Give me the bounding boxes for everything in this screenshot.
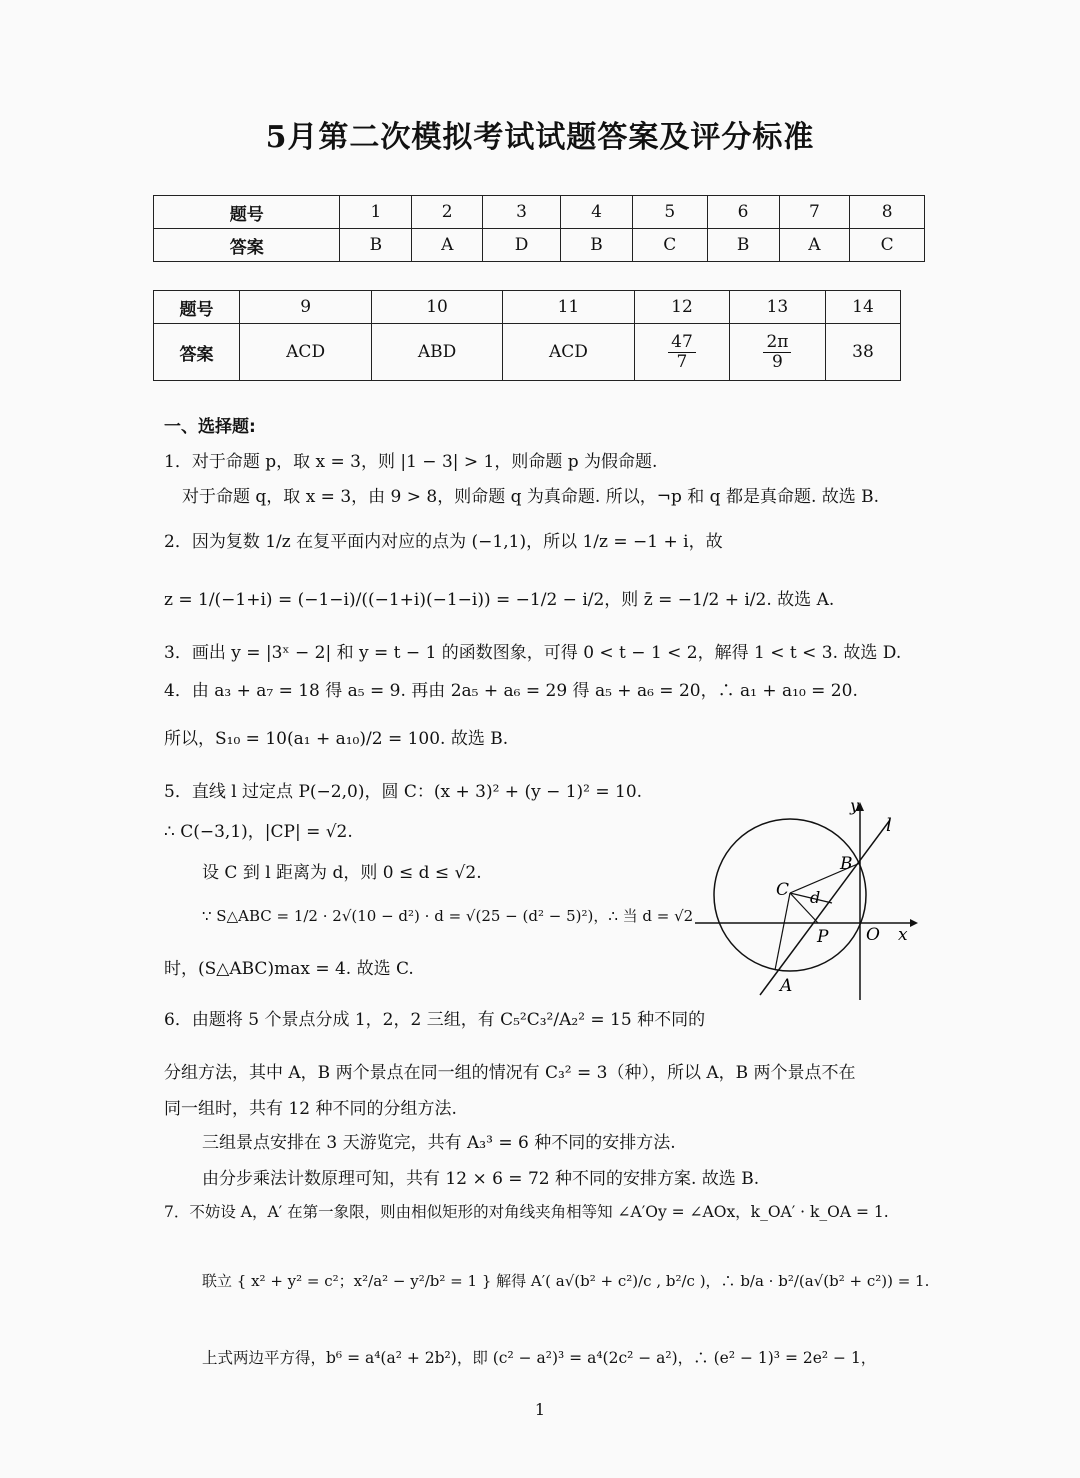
answer-cell-13: [729, 324, 825, 381]
answer-cell: B: [707, 229, 779, 262]
label-y: y: [850, 796, 860, 815]
solution-line: 6．由题将 5 个景点分成 1，2，2 三组，有 C₅²C₃²/A₂² = 15 种不同的: [164, 1010, 706, 1030]
page-title: 5月第二次模拟考试试题答案及评分标准: [265, 120, 815, 155]
question-number: 8: [850, 196, 925, 229]
solution-line: 上式两边平方得，b⁶ = a⁴(a² + 2b²)，即 (c² − a²)³ = a⁴(2c² − a²)，∴ (e² − 1)³ = 2e² − 1，: [202, 1349, 877, 1367]
solution-line: 对于命题 q，取 x = 3，由 9 > 8，则命题 q 为真命题. 所以，¬p 和 q 都是真命题. 故选 B.: [182, 487, 880, 507]
question-number: 1: [340, 196, 412, 229]
label-c: C: [776, 880, 790, 900]
answer-cell: C: [632, 229, 707, 262]
answer-cell: C: [850, 229, 925, 262]
line-l: [760, 820, 890, 995]
answer-cell: D: [483, 229, 561, 262]
header-question: 题号: [154, 291, 240, 324]
section-heading: 一、选择题:: [164, 417, 256, 437]
label-a: A: [780, 976, 793, 996]
solution-line: 同一组时，共有 12 种不同的分组方法.: [164, 1099, 457, 1119]
answer-cell: A: [779, 229, 850, 262]
label-o: O: [866, 925, 880, 945]
answer-table-2: [153, 290, 901, 381]
answer-cell: ABD: [372, 324, 503, 381]
solution-line: 分组方法，其中 A，B 两个景点在同一组的情况有 C₃² = 3（种），所以 A，B 两个景点不在: [164, 1063, 856, 1083]
question-number: 11: [502, 291, 634, 324]
solution-line: 设 C 到 l 距离为 d，则 0 ≤ d ≤ √2.: [202, 863, 482, 883]
label-l: l: [886, 815, 892, 836]
solution-line: 4．由 a₃ + a₇ = 18 得 a₅ = 9. 再由 2a₅ + a₆ = 29 得 a₅ + a₆ = 20，∴ a₁ + a₁₀ = 20.: [164, 681, 858, 701]
solution-line: ∴ C(−3,1)，|CP| = √2.: [164, 822, 353, 842]
solution-line: 2．因为复数 1/z 在复平面内对应的点为 (−1,1)，所以 1/z = −1 + i，故: [164, 532, 723, 552]
question-number: 12: [635, 291, 730, 324]
label-b: B: [840, 854, 853, 874]
answer-cell: B: [561, 229, 633, 262]
question-number: 5: [632, 196, 707, 229]
question-number: 13: [729, 291, 825, 324]
fraction: $\frac{47}{7}$: [668, 333, 696, 371]
solution-line: z = 1/(−1+i) = (−1−i)/((−1+i)(−1−i)) = −1/2 − i/2，则 z̄ = −1/2 + i/2. 故选 A.: [164, 590, 835, 610]
question-number: 10: [372, 291, 503, 324]
question-number: 7: [779, 196, 850, 229]
page-number: 1: [534, 1400, 546, 1419]
solution-line: 联立 { x² + y² = c²；x²/a² − y²/b² = 1 } 解得 A′( a√(b² + c²)/c , b²/c )，∴ b/a · b²/(a√(b² + c²)) = 1.: [202, 1272, 930, 1290]
header-answer: 答案: [154, 324, 240, 381]
question-number: 4: [561, 196, 633, 229]
answer-cell: ACD: [240, 324, 372, 381]
answer-cell: A: [412, 229, 483, 262]
solution-line: 时，(S△ABC)max = 4. 故选 C.: [164, 959, 414, 979]
header-answer: 答案: [154, 229, 340, 262]
solution-line: 三组景点安排在 3 天游览完，共有 A₃³ = 6 种不同的安排方法.: [202, 1133, 676, 1153]
answer-table-1: [153, 195, 925, 262]
answer-cell: 38: [825, 324, 900, 381]
solution-line: 5．直线 l 过定点 P(−2,0)，圆 C：(x + 3)² + (y − 1)² = 10.: [164, 782, 643, 802]
label-d: d: [810, 888, 821, 907]
question-number: 14: [825, 291, 900, 324]
circle-geometry-figure: [690, 795, 920, 1005]
solution-line: 所以，S₁₀ = 10(a₁ + a₁₀)/2 = 100. 故选 B.: [164, 729, 509, 749]
fraction: $\frac{2\pi}{9}$: [763, 333, 791, 371]
solution-line: 由分步乘法计数原理可知，共有 12 × 6 = 72 种不同的安排方案. 故选 B.: [202, 1169, 760, 1189]
solution-line: 7．不妨设 A，A′ 在第一象限，则由相似矩形的对角线夹角相等知 ∠A′Oy = ∠AOx，k_OA′ · k_OA = 1.: [164, 1203, 889, 1221]
question-number: 2: [412, 196, 483, 229]
answer-cell: B: [340, 229, 412, 262]
label-p: P: [817, 927, 829, 947]
header-question: 题号: [154, 196, 340, 229]
solution-line: 1．对于命题 p，取 x = 3，则 |1 − 3| > 1，则命题 p 为假命题.: [164, 452, 658, 472]
question-number: 3: [483, 196, 561, 229]
question-number: 6: [707, 196, 779, 229]
solution-line: 3．画出 y = |3ˣ − 2| 和 y = t − 1 的函数图象，可得 0 < t − 1 < 2，解得 1 < t < 3. 故选 D.: [164, 643, 902, 663]
label-x: x: [898, 925, 908, 945]
question-number: 9: [240, 291, 372, 324]
answer-cell-12: [635, 324, 730, 381]
solution-line: ∵ S△ABC = 1/2 · 2√(10 − d²) · d = √(25 − (d² − 5)²)，∴ 当 d = √2: [202, 907, 694, 925]
x-axis-arrow-icon: [910, 919, 918, 927]
answer-cell: ACD: [502, 324, 634, 381]
